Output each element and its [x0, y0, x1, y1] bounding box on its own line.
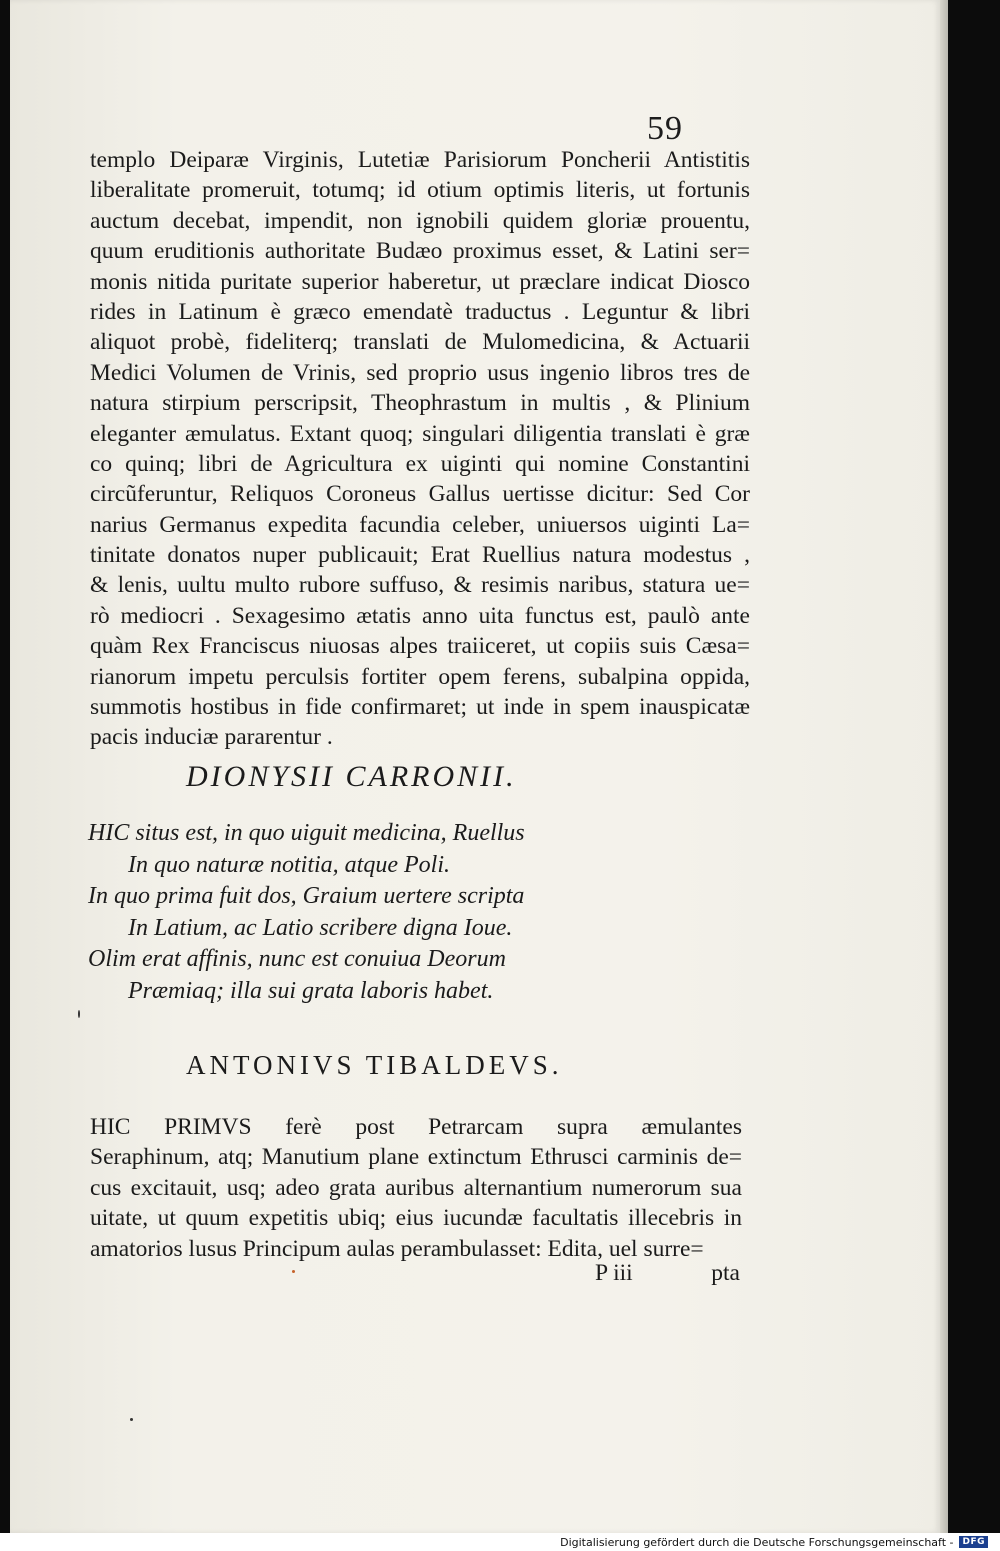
text-line: monis nitida puritate superior haberetur, ut præclare indicat Diosco — [90, 268, 750, 295]
text-line: Seraphinum, atq; Manutium plane extinctum Ethrusci carminis de= — [90, 1144, 742, 1171]
text-line: HIC PRIMVS ferè post Petrarcam supra æmulantes — [90, 1114, 742, 1140]
text-line: rides in Latinum è græco emendatè traductus . Leguntur & libri — [90, 298, 750, 325]
signature-line — [595, 1260, 740, 1287]
tibaldeus-paragraph — [90, 1112, 742, 1264]
verse-line: In Latium, ac Latio scribere digna Ioue. — [128, 914, 513, 941]
text-line: eleganter æmulatus. Extant quoq; singulari diligentia translati è græ — [90, 420, 750, 447]
text-line: auctum decebat, impendit, non ignobili quidem gloriæ prouentu, — [90, 207, 750, 234]
text-line: quum eruditionis authoritate Budæo proximus esset, & Latini ser= — [90, 238, 750, 265]
digitization-footer — [0, 1533, 1000, 1551]
page-number: 59 — [647, 110, 683, 147]
text-line: templo Deiparæ Virginis, Lutetiæ Parisiorum Poncherii Antistitis — [90, 147, 750, 173]
text-line: circũferuntur, Reliquos Coroneus Gallus uertisse dicitur: Sed Cor — [90, 481, 750, 508]
text-line: aliquot probè, fideliterq; translati de Mulomedicina, & Actuarii — [90, 329, 750, 356]
main-paragraph — [90, 145, 750, 753]
text-line: pacis induciæ pararentur . — [90, 724, 333, 751]
text-line: uitate, ut quum expetitis ubiq; eius iucundæ facultatis illecebris in — [90, 1205, 742, 1232]
signature-mark: P iii — [595, 1260, 633, 1286]
book-page — [10, 0, 940, 1533]
epitaph-heading-carronii: DIONYSII CARRONII. — [186, 760, 517, 793]
ink-speck — [130, 1418, 133, 1421]
dfg-logo: DFG — [959, 1536, 988, 1548]
text-line: liberalitate promeruit, totumq; id otium optimis literis, ut fortunis — [90, 177, 750, 204]
text-line: Medici Volumen de Vrinis, sed proprio usus ingenio libros tres de — [90, 359, 750, 386]
ink-speck — [78, 1010, 80, 1018]
text-line: tinitate donatos nuper publicauit; Erat Ruellius natura modestus , — [90, 542, 750, 569]
text-line: narius Germanus expedita facundia celeber, uniuersos uiginti La= — [90, 511, 750, 538]
text-line: quàm Rex Franciscus niuosas alpes traiiceret, ut copiis suis Cæsa= — [90, 633, 750, 660]
text-line: amatorios lusus Principum aulas perambulasset: Edita, uel surre= — [90, 1235, 704, 1262]
epitaph-verse — [88, 818, 648, 1008]
text-line: rò mediocri . Sexagesimo ætatis anno uita functus est, paulò ante — [90, 602, 750, 629]
verse-line: Præmiaq; illa sui grata laboris habet. — [128, 977, 494, 1004]
text-line: co quinq; libri de Agricultura ex uiginti qui nomine Constantini — [90, 450, 750, 477]
text-line: & lenis, uultu multo rubore suffuso, & resimis naribus, statura ue= — [90, 572, 750, 599]
verse-line: In quo naturæ notitia, atque Poli. — [128, 851, 450, 878]
verse-line: HIC situs est, in quo uiguit medicina, Ruellus — [88, 820, 525, 846]
verse-line: In quo prima fuit dos, Graium uertere scripta — [88, 883, 525, 910]
text-line: rianorum impetu perculsis fortiter opem ferens, subalpina oppida, — [90, 663, 750, 690]
verse-line: Olim erat affinis, nunc est conuiua Deorum — [88, 946, 506, 973]
page-edge — [940, 0, 948, 1533]
text-line: cus excitauit, usq; adeo grata auribus alternantium numerorum sua — [90, 1174, 742, 1201]
text-line: summotis hostibus in fide confirmaret; ut inde in spem inauspicatæ — [90, 694, 750, 721]
ink-speck — [292, 1270, 295, 1273]
text-line: natura stirpium perscripsit, Theophrastum in multis , & Plinium — [90, 390, 750, 417]
funding-notice: Digitalisierung gefördert durch die Deutsche Forschungsgemeinschaft - — [560, 1535, 954, 1549]
catchword: pta — [711, 1260, 740, 1286]
section-heading-tibaldeus: ANTONIVS TIBALDEVS. — [186, 1050, 563, 1080]
